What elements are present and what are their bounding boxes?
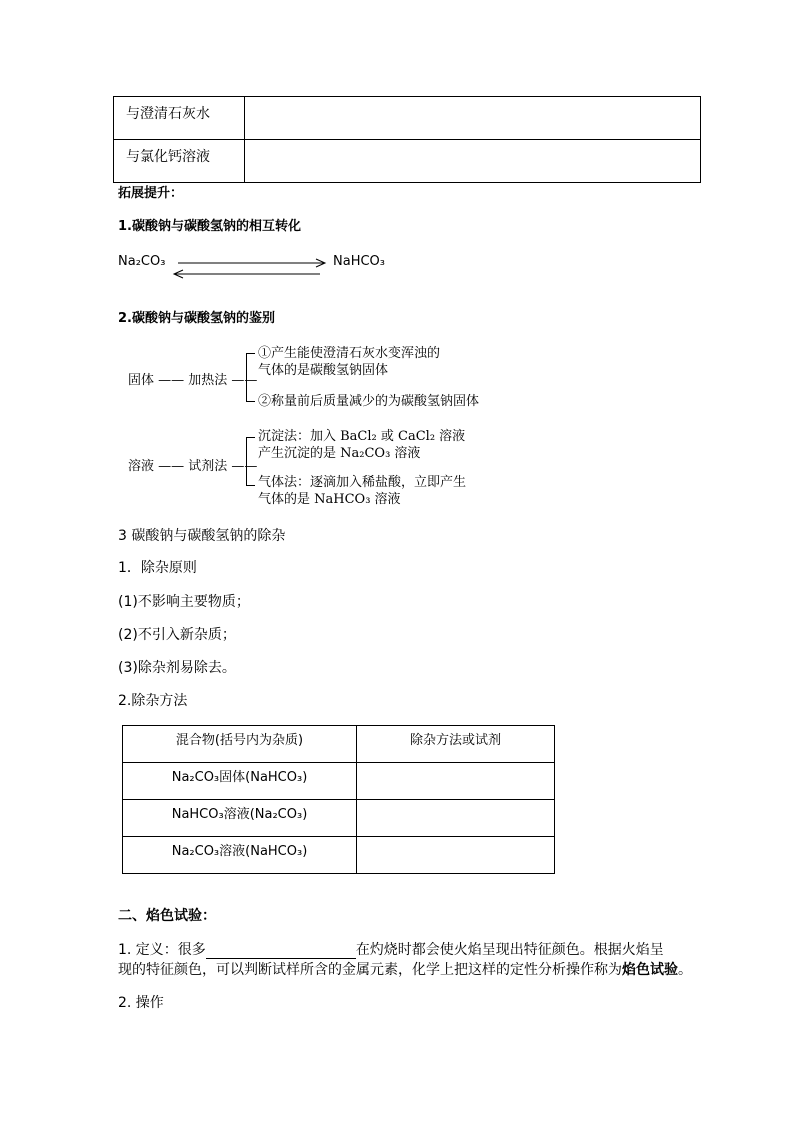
- mixture-cell: Na₂CO₃固体(NaHCO₃): [123, 763, 357, 800]
- principle-3: (3)除杂剂易除去。: [118, 660, 236, 676]
- extension-heading: 拓展提升：: [118, 186, 184, 201]
- definition-text: 现的特征颜色，可以判断试样所含的金属元素，化学上把这样的定性分析操作称为: [118, 962, 622, 978]
- solid-branch-2: ②称量前后质量减少的为碳酸氢钠固体: [258, 394, 480, 409]
- solid-brace-icon: [246, 353, 255, 402]
- row-value: [245, 140, 701, 183]
- removal-table: [122, 725, 555, 874]
- column-header: 混合物(括号内为杂质): [123, 726, 357, 763]
- table-row: [114, 140, 701, 183]
- removal-method-heading: 2.除杂方法: [118, 693, 188, 709]
- removal-principle-heading: 1．除杂原则: [118, 560, 197, 576]
- table-row: [123, 763, 555, 800]
- mixture-cell: Na₂CO₃溶液(NaHCO₃): [123, 837, 357, 874]
- section-1-title: 1.碳酸钠与碳酸氢钠的相互转化: [118, 219, 301, 234]
- mixture-cell: NaHCO₃溶液(Na₂CO₃): [123, 800, 357, 837]
- na2co3-label: Na₂CO₃: [118, 254, 166, 269]
- flame-test-title: 二、焰色试验：: [118, 908, 216, 924]
- solid-branch-1-line-2: 气体的是碳酸氢钠固体: [258, 363, 389, 378]
- row-label: 与氯化钙溶液: [114, 140, 245, 183]
- solution-method-label: 溶液 —— 试剂法 ——: [128, 459, 258, 474]
- definition-suffix: 在灼烧时都会使火焰呈现出特征颜色。根据火焰呈: [355, 942, 664, 958]
- row-value: [245, 97, 701, 140]
- solution-branch-1-line-1: 沉淀法：加入 BaCl₂ 或 CaCl₂ 溶液: [258, 429, 466, 444]
- fill-in-blank: [206, 944, 356, 959]
- column-header: 除杂方法或试剂: [357, 726, 555, 763]
- definition-end: 。: [678, 962, 692, 978]
- principle-1: (1)不影响主要物质；: [118, 594, 250, 610]
- method-cell: [357, 763, 555, 800]
- section-3-title: 3 碳酸钠与碳酸氢钠的除杂: [118, 528, 286, 544]
- flame-test-term: 焰色试验: [622, 962, 678, 978]
- method-cell: [357, 837, 555, 874]
- method-cell: [357, 800, 555, 837]
- table-row: [114, 97, 701, 140]
- solid-method-label: 固体 —— 加热法 ——: [128, 373, 258, 388]
- definition-line-1: [118, 941, 664, 959]
- definition-line-2: [118, 961, 692, 979]
- nahco3-label: NaHCO₃: [333, 254, 385, 269]
- principle-2: (2)不引入新杂质；: [118, 627, 236, 643]
- solution-brace-icon: [246, 437, 255, 486]
- solution-branch-2-line-1: 气体法：逐滴加入稀盐酸，立即产生: [258, 475, 467, 490]
- solution-branch-2-line-2: 气体的是 NaHCO₃ 溶液: [258, 492, 401, 507]
- section-2-title: 2.碳酸钠与碳酸氢钠的鉴别: [118, 311, 275, 326]
- conversion-arrows-icon: [170, 258, 330, 280]
- table-row: [123, 837, 555, 874]
- reaction-table: [113, 96, 701, 183]
- solid-branch-1-line-1: ①产生能使澄清石灰水变浑浊的: [258, 346, 441, 361]
- row-label: 与澄清石灰水: [114, 97, 245, 140]
- operation-heading: 2. 操作: [118, 995, 164, 1011]
- definition-prefix: 1. 定义：很多: [118, 942, 206, 958]
- table-row: [123, 800, 555, 837]
- solution-branch-1-line-2: 产生沉淀的是 Na₂CO₃ 溶液: [258, 446, 421, 461]
- table-header-row: [123, 726, 555, 763]
